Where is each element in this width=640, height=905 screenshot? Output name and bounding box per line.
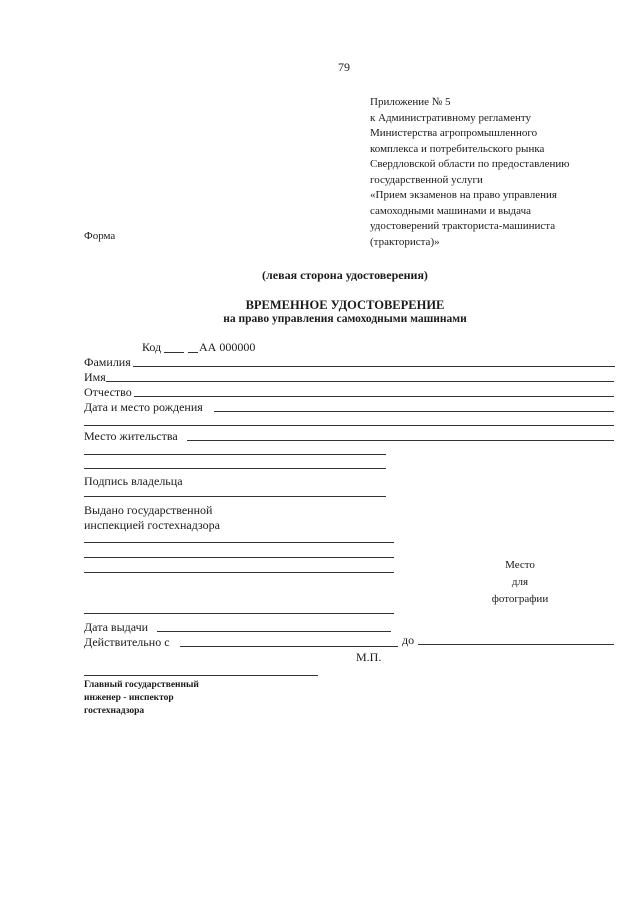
issued-by-line-1 — [84, 542, 394, 543]
residence-line-2 — [84, 454, 386, 455]
page-number: 79 — [338, 60, 350, 74]
issued-by-line-3 — [84, 572, 394, 573]
patronymic-line — [134, 396, 614, 397]
stamp-label: М.П. — [356, 650, 382, 664]
issued-by-line-4 — [84, 613, 394, 614]
photo-placeholder-line: для — [511, 576, 529, 588]
form-label: Форма — [84, 230, 116, 242]
owner-signature-line — [84, 496, 386, 497]
appendix-line: «Прием экзаменов на право управления — [370, 189, 557, 201]
appendix-line: комплекса и потребительского рынка — [370, 142, 545, 155]
surname-line — [133, 366, 615, 367]
residence-line — [187, 440, 614, 441]
valid-from-line — [180, 646, 398, 647]
appendix-line: Свердловской области по предоставлению — [370, 158, 570, 170]
appendix-line: Министерства агропромышленного — [370, 127, 538, 139]
valid-from-label: Действительно с — [84, 635, 170, 649]
document-subtitle: на право управления самоходными машинами — [223, 313, 467, 325]
appendix-line: Приложение № 5 — [370, 96, 451, 108]
name-line — [106, 381, 614, 382]
code-value: АА 000000 — [199, 340, 256, 354]
valid-to-label: до — [402, 633, 415, 647]
signatory-signature-line — [84, 675, 318, 676]
issued-by-label-2: инспекцией гостехнадзора — [84, 518, 220, 532]
residence-line-3 — [84, 468, 386, 469]
birth-label: Дата и место рождения — [84, 400, 203, 414]
residence-label: Место жительства — [84, 429, 178, 443]
issued-by-line-2 — [84, 557, 394, 558]
code-label: Код — [142, 340, 162, 354]
issue-date-label: Дата выдачи — [84, 620, 149, 634]
appendix-header — [370, 95, 632, 250]
photo-placeholder-line: фотографии — [491, 593, 549, 605]
document-title: ВРЕМЕННОЕ УДОСТОВЕРЕНИЕ — [245, 298, 445, 312]
appendix-line: (тракториста)» — [370, 235, 440, 248]
appendix-line: к Административному регламенту — [370, 111, 532, 124]
owner-signature-label: Подпись владельца — [84, 474, 183, 488]
appendix-line: государственной услуги — [370, 173, 483, 186]
appendix-line: самоходными машинами и выдача — [370, 204, 531, 217]
appendix-line: удостоверений тракториста-машиниста — [370, 220, 556, 232]
surname-label: Фамилия — [84, 355, 131, 369]
birth-line — [214, 411, 614, 412]
birth-line-2 — [84, 425, 614, 426]
patronymic-label: Отчество — [84, 385, 132, 399]
signatory-line: гостехнадзора — [84, 706, 145, 716]
valid-to-line — [418, 644, 614, 645]
name-label: Имя — [84, 370, 106, 384]
issue-date-line — [157, 631, 391, 632]
issued-by-label-1: Выдано государственной — [84, 503, 213, 517]
signatory-line: Главный государственный — [84, 680, 199, 690]
signatory-line: инженер - инспектор — [84, 693, 174, 703]
photo-placeholder-line: Место — [505, 559, 535, 571]
code-blank-line — [164, 352, 184, 353]
photo-placeholder — [470, 557, 570, 608]
code-blank-line — [188, 352, 198, 353]
signatory-block — [84, 679, 199, 718]
side-note: (левая сторона удостоверения) — [262, 268, 428, 282]
